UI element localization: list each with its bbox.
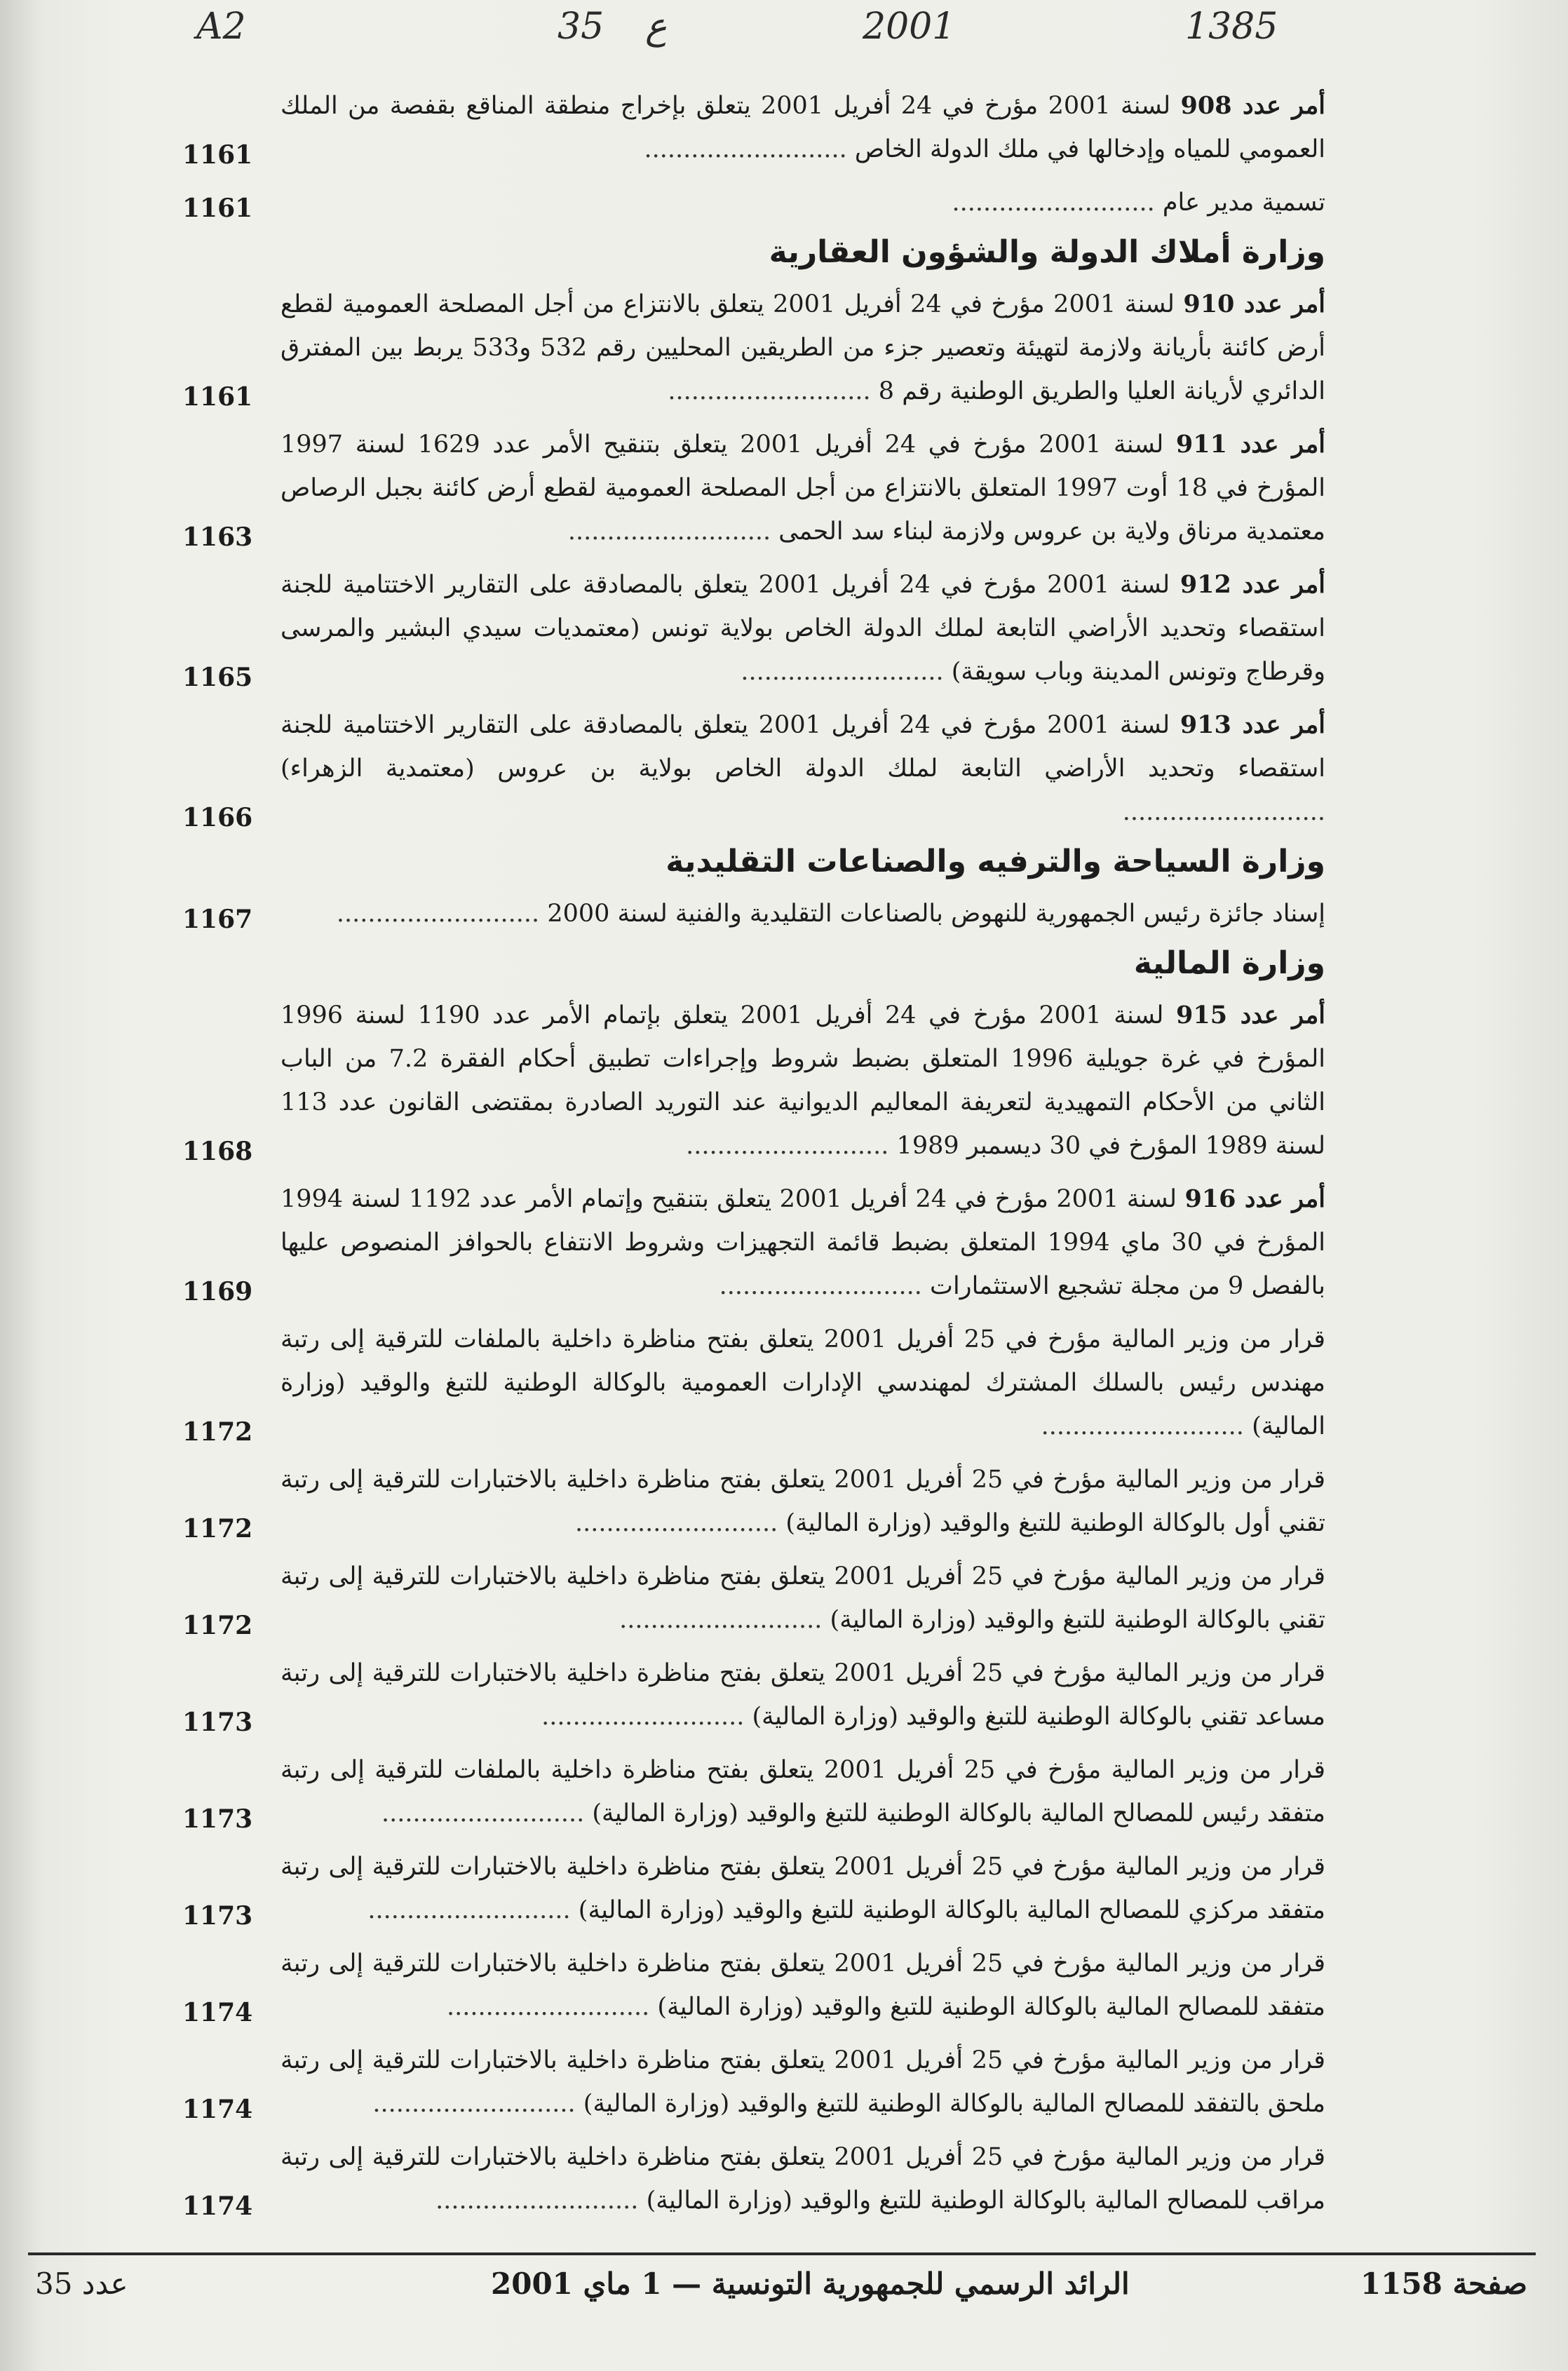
leader-dots: .......................... bbox=[741, 658, 952, 686]
toc-group-tourism bbox=[182, 892, 1325, 935]
leader-dots: .......................... bbox=[574, 1509, 786, 1537]
toc-entry-text bbox=[281, 1555, 1325, 1642]
toc-page-number: 1163 bbox=[182, 522, 253, 552]
toc-page-number: 1161 bbox=[182, 382, 253, 412]
toc-entry-text bbox=[281, 563, 1325, 694]
toc-entry bbox=[182, 1318, 1326, 1448]
toc-entry-text bbox=[281, 892, 1325, 935]
toc-entry-text bbox=[281, 283, 1325, 413]
toc-entry-text bbox=[281, 1651, 1325, 1738]
toc-entry-lead: أمر عدد 910 bbox=[1183, 290, 1326, 318]
toc-entry bbox=[182, 892, 1325, 935]
toc-entry-text bbox=[281, 2039, 1325, 2126]
handwritten-mark-a2: A2 bbox=[196, 6, 246, 48]
toc-entry-lead: أمر عدد 912 bbox=[1180, 570, 1326, 599]
toc-entry-body: قرار من وزير المالية مؤرخ في 25 أفريل 2001 يتعلق بفتح مناظرة داخلية بالاختبارات للترقية إلى رتبة مساعد تقني بالوكالة الوطنية للتبغ والوقيد (وزارة المالية) bbox=[281, 1659, 1326, 1731]
leader-dots: .......................... bbox=[952, 189, 1163, 217]
toc-entry bbox=[182, 1942, 1326, 2029]
leader-dots: .......................... bbox=[367, 1896, 579, 1924]
toc-entry-body: لسنة 2001 مؤرخ في 24 أفريل 2001 يتعلق بالانتزاع من أجل المصلحة العمومية لقطع أرض كائنة بأريانة ولازمة لتهيئة وتعصير جزء من الطريقين المحليين رقم 532 و533 يربط بين المفترق الدائري لأريانة العليا والطريق الوطنية رقم 8 bbox=[281, 290, 1325, 405]
toc-entry bbox=[182, 1555, 1326, 1642]
leader-dots: .......................... bbox=[336, 900, 548, 928]
toc-entry-body: قرار من وزير المالية مؤرخ في 25 أفريل 2001 يتعلق بفتح مناظرة داخلية بالملفات للترقية إلى رتبة متفقد رئيس للمصالح المالية بالوكالة الوطنية للتبغ والوقيد (وزارة المالية) bbox=[281, 1756, 1326, 1828]
section-heading-tourism: وزارة السياحة والترفيه والصناعات التقليدية bbox=[665, 844, 1325, 879]
toc-entry bbox=[182, 563, 1326, 694]
leader-dots: .......................... bbox=[567, 518, 779, 546]
leader-dots: .......................... bbox=[381, 1799, 593, 1828]
toc-page-number: 1168 bbox=[182, 1137, 253, 1166]
toc-page-number: 1173 bbox=[182, 1708, 253, 1737]
toc-page-number: 1167 bbox=[182, 905, 253, 934]
handwritten-mark-35: 35 bbox=[557, 6, 604, 48]
leader-dots: .......................... bbox=[435, 2187, 647, 2215]
toc-entry-body: قرار من وزير المالية مؤرخ في 25 أفريل 2001 يتعلق بفتح مناظرة داخلية بالاختبارات للترقية إلى رتبة متفقد للمصالح المالية بالوكالة الوطنية للتبغ والوقيد (وزارة المالية) bbox=[281, 1950, 1326, 2021]
toc-entry-lead: أمر عدد 916 bbox=[1184, 1184, 1325, 1213]
leader-dots: .......................... bbox=[541, 1703, 752, 1731]
leader-dots: .......................... bbox=[668, 377, 879, 405]
toc-entry-lead: أمر عدد 915 bbox=[1176, 1001, 1325, 1029]
toc-page-number: 1172 bbox=[182, 1611, 253, 1640]
handwritten-mark-ayn: ع bbox=[645, 6, 668, 48]
toc-entry-text bbox=[281, 2135, 1325, 2222]
toc-entry-body: لسنة 2001 مؤرخ في 24 أفريل 2001 يتعلق بالمصادقة على التقارير الاختتامية للجنة استقصاء وتحديد الأراضي التابعة لملك الدولة الخاص بولاية تونس (معتمديات سيدي البشير والمرسى وقرطاج وتونس المدينة وباب سويقة) bbox=[281, 571, 1325, 686]
toc-page-number: 1173 bbox=[182, 1804, 253, 1834]
toc-entry-text bbox=[281, 1458, 1325, 1545]
toc-entry-body: قرار من وزير المالية مؤرخ في 25 أفريل 2001 يتعلق بفتح مناظرة داخلية بالاختبارات للترقية إلى رتبة ملحق بالتفقد للمصالح المالية بالوكالة الوطنية للتبغ والوقيد (وزارة المالية) bbox=[281, 2046, 1326, 2118]
leader-dots: .......................... bbox=[1122, 798, 1325, 826]
toc-entry-text bbox=[281, 1177, 1325, 1308]
toc-page-number: 1172 bbox=[182, 1514, 253, 1543]
toc-group-top bbox=[182, 84, 1326, 224]
toc-page-number: 1165 bbox=[182, 663, 253, 692]
toc-entry-text bbox=[281, 423, 1325, 553]
toc-entry-body: لسنة 2001 مؤرخ في 24 أفريل 2001 يتعلق بتنقيح وإتمام الأمر عدد 1192 لسنة 1994 المؤرخ في 30 ماي 1994 المتعلق بضبط قائمة التجهيزات وشروط الانتفاع بالحوافز المنصوص عليها بالفصل 9 من مجلة تشجيع الاستثمارات bbox=[281, 1185, 1326, 1300]
toc-entry-text bbox=[281, 994, 1325, 1168]
footer-page-label: صفحة 1158 bbox=[1360, 2267, 1528, 2301]
toc-entry bbox=[182, 1458, 1326, 1545]
table-of-contents bbox=[182, 84, 1326, 2232]
toc-page-number: 1166 bbox=[182, 803, 253, 832]
leader-dots: .......................... bbox=[619, 1606, 830, 1634]
toc-page-number: 1174 bbox=[182, 2191, 253, 2221]
toc-entry bbox=[182, 181, 1325, 224]
leader-dots: .......................... bbox=[372, 2090, 583, 2118]
toc-entry-body: لسنة 2001 مؤرخ في 24 أفريل 2001 يتعلق بتنقيح الأمر عدد 1629 لسنة 1997 المؤرخ في 18 أوت 1997 المتعلق بالانتزاع من أجل المصلحة العمومية لقطع أرض كائنة بجبل الرصاص معتمدية مرناق ولاية بن عروس ولازمة لبناء سد الحمى bbox=[281, 431, 1326, 546]
section-heading-state-property: وزارة أملاك الدولة والشؤون العقارية bbox=[769, 234, 1325, 270]
toc-entry bbox=[182, 423, 1326, 553]
toc-page-number: 1174 bbox=[182, 1998, 253, 2027]
footer-issue: عدد 35 bbox=[35, 2267, 128, 2301]
toc-entry bbox=[182, 703, 1326, 834]
toc-entry bbox=[182, 1845, 1326, 1932]
toc-entry-body: قرار من وزير المالية مؤرخ في 25 أفريل 2001 يتعلق بفتح مناظرة داخلية بالاختبارات للترقية إلى رتبة متفقد مركزي للمصالح المالية بالوكالة الوطنية للتبغ والوقيد (وزارة المالية) bbox=[281, 1853, 1326, 1924]
footer-rule bbox=[28, 2252, 1536, 2255]
toc-entry-body: لسنة 2001 مؤرخ في 24 أفريل 2001 يتعلق بإخراج منطقة المناقع بقفصة من الملك العمومي للمياه وإدخالها في ملك الدولة الخاص bbox=[281, 92, 1325, 163]
toc-entry bbox=[182, 994, 1325, 1168]
toc-page-number: 1174 bbox=[182, 2095, 253, 2124]
toc-entry-lead: أمر عدد 913 bbox=[1180, 710, 1326, 739]
toc-entry-text bbox=[281, 703, 1325, 834]
toc-entry bbox=[182, 1651, 1326, 1738]
toc-page-number: 1161 bbox=[182, 140, 253, 170]
toc-group-state-property bbox=[182, 283, 1326, 834]
handwritten-code: 1385 bbox=[1185, 6, 1278, 48]
toc-entry bbox=[182, 2039, 1326, 2126]
leader-dots: .......................... bbox=[719, 1272, 930, 1300]
toc-entry bbox=[182, 2135, 1326, 2222]
toc-entry-body: لسنة 2001 مؤرخ في 24 أفريل 2001 يتعلق بالمصادقة على التقارير الاختتامية للجنة استقصاء وتحديد الأراضي التابعة لملك الدولة الخاص بولاية بن عروس (معتمدية الزهراء) bbox=[281, 711, 1325, 783]
toc-entry-lead: أمر عدد 908 bbox=[1180, 91, 1326, 120]
toc-entry-body: قرار من وزير المالية مؤرخ في 25 أفريل 2001 يتعلق بفتح مناظرة داخلية بالاختبارات للترقية إلى رتبة مراقب للمصالح المالية بالوكالة الوطنية للتبغ والوقيد (وزارة المالية) bbox=[281, 2143, 1326, 2215]
toc-entry bbox=[182, 84, 1326, 171]
toc-page-number: 1161 bbox=[182, 194, 253, 223]
footer-title: الرائد الرسمي للجمهورية التونسية — 1 ماي 2001 bbox=[491, 2267, 1130, 2301]
toc-entry-lead: أمر عدد 911 bbox=[1175, 430, 1326, 459]
toc-entry-text bbox=[281, 1318, 1325, 1448]
toc-entry-body: قرار من وزير المالية مؤرخ في 25 أفريل 2001 يتعلق بفتح مناظرة داخلية بالاختبارات للترقية إلى رتبة تقني بالوكالة الوطنية للتبغ والوقيد (وزارة المالية) bbox=[281, 1562, 1326, 1634]
toc-entry-body: تسمية مدير عام bbox=[1162, 189, 1325, 217]
toc-entry bbox=[182, 1748, 1326, 1835]
section-heading-finance: وزارة المالية bbox=[1133, 945, 1325, 981]
toc-entry-body: لسنة 2001 مؤرخ في 24 أفريل 2001 يتعلق بإتمام الأمر عدد 1190 لسنة 1996 المؤرخ في غرة جويلية 1996 المتعلق بضبط شروط وإجراءات تطبيق أحكام الفقرة 7.2 من الباب الثاني من الأحكام التمهيدية لتعريفة المعاليم الديوانية عند التوريد الصادرة بمقتضى القانون عدد 113 لسنة 1989 المؤرخ في 30 ديسمبر 1989 bbox=[281, 1001, 1325, 1160]
toc-entry-body: إسناد جائزة رئيس الجمهورية للنهوض بالصناعات التقليدية والفنية لسنة 2000 bbox=[547, 900, 1325, 928]
toc-entry-text bbox=[281, 84, 1325, 171]
toc-page-number: 1172 bbox=[182, 1417, 253, 1447]
toc-page-number: 1173 bbox=[182, 1901, 253, 1931]
toc-entry-text bbox=[281, 1845, 1325, 1932]
toc-entry-text bbox=[281, 1748, 1325, 1835]
handwritten-year: 2001 bbox=[863, 6, 956, 48]
leader-dots: .......................... bbox=[446, 1993, 658, 2021]
leader-dots: .......................... bbox=[1041, 1412, 1252, 1440]
toc-entry-body: قرار من وزير المالية مؤرخ في 25 أفريل 2001 يتعلق بفتح مناظرة داخلية بالاختبارات للترقية إلى رتبة تقني أول بالوكالة الوطنية للتبغ والوقيد (وزارة المالية) bbox=[281, 1466, 1326, 1537]
toc-entry-text bbox=[281, 181, 1325, 224]
toc-entry-text bbox=[281, 1942, 1325, 2029]
toc-page-number: 1169 bbox=[182, 1277, 253, 1306]
toc-group-finance bbox=[182, 994, 1326, 2222]
toc-entry-body: قرار من وزير المالية مؤرخ في 25 أفريل 2001 يتعلق بفتح مناظرة داخلية بالملفات للترقية إلى رتبة مهندس رئيس بالسلك المشترك لمهندسي الإدارات العمومية بالوكالة الوطنية للتبغ والوقيد (وزارة المالية) bbox=[281, 1325, 1326, 1440]
toc-entry bbox=[182, 283, 1326, 413]
toc-entry bbox=[182, 1177, 1326, 1308]
leader-dots: .......................... bbox=[686, 1132, 897, 1160]
leader-dots: .......................... bbox=[644, 135, 855, 163]
